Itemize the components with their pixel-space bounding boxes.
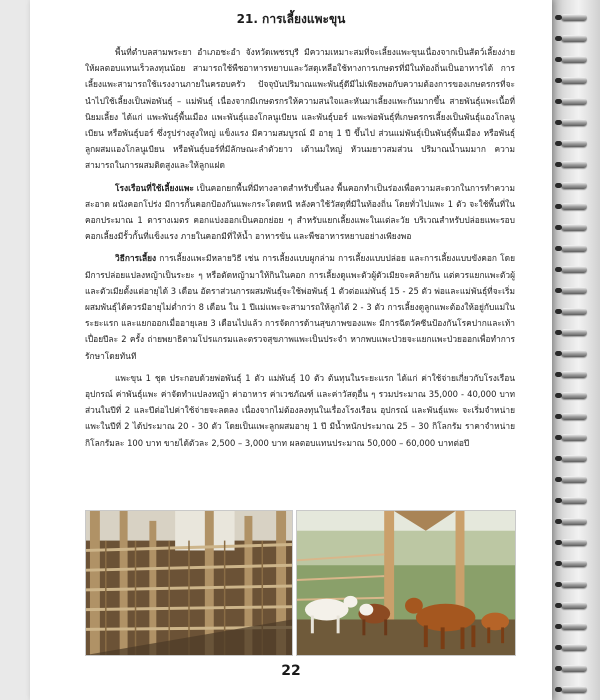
goats-photo bbox=[296, 510, 516, 656]
binding-coil bbox=[561, 329, 587, 336]
binding-coil bbox=[561, 455, 587, 462]
goat-pen-photo bbox=[85, 510, 293, 656]
binding-coil bbox=[561, 203, 587, 210]
binding-coil bbox=[561, 266, 587, 273]
binding-coil bbox=[561, 224, 587, 231]
binding-coil bbox=[561, 686, 587, 693]
spiral-binding bbox=[555, 0, 595, 700]
goats-illustration bbox=[297, 511, 515, 655]
binding-coil bbox=[561, 287, 587, 294]
body-text bbox=[85, 44, 515, 451]
paragraph-housing-heading: โรงเรือนที่ใช้เลี้ยงแพะ bbox=[115, 182, 194, 193]
page-title: 21. การเลี้ยงแพะขุน bbox=[236, 12, 346, 26]
binding-coil bbox=[561, 392, 587, 399]
binding-coil bbox=[561, 371, 587, 378]
binding-coil bbox=[561, 77, 587, 84]
page-number: 22 bbox=[281, 663, 301, 679]
binding-coil bbox=[561, 623, 587, 630]
binding-coil bbox=[561, 518, 587, 525]
paragraph-intro-text: พื้นที่ตำบลสามพระยา อำเภอชะอำ จังหวัดเพชรบุรี มีความเหมาะสมที่จะเลี้ยงแพะขุนเนื่องจากเป็นสัตว์เลี้ยงง่ายให้ผลตอบแทนเร็วลงทุนน้อย สามารถใช้พืชอาหารหยาบและวัสดุเหลือใช้ทางการเกษตรที่มีในท้องถิ่นเป็นอาหารได้ การเลี้ยงแพะสามารถใช้แรงงานภายในครอบครัว ปัจจุบันปริมาณแพะพันธุ์ดีมีไม่เพียงพอกับความต้องการของเกษตรกรที่จะนำไปใช้เลี้ยงเป็นพ่อพันธุ์ – แม่พันธุ์ เนื่องจากมีเกษตรกรให้ความสนใจและหันมาเลี้ยงแพะกันมากขึ้น สายพันธุ์แพะเนื้อที่นิยมเลี้ยง ได้แก่ แพะพันธุ์พื้นเมือง แพะพันธุ์แองโกลนูเบียน และพันธุ์บอร์ แพะพ่อพันธุ์ที่เกษตรกรเลี้ยงเป็นพันธุ์แองโกลนูเบียน หรือพันธุ์บอร์ ซึ่งรูปร่างสูงใหญ่ แข็งแรง มีความสมบูรณ์ มี อายุ 1 ปี ขึ้นไป ส่วนแม่พันธุ์เป็นพันธุ์พื้นเมือง หรือพันธุ์ลูกผสมแองโกลนูเบียน หรือพันธุ์บอร์ที่มีลักษณะลำตัวยาว เต้านมใหญ่ หัวนมยาวสมส่วน ปริมาณน้ำนมมาก ความสามารถในการผสมติดสูงและให้ลูกแฝด bbox=[85, 47, 515, 171]
paragraph-intro bbox=[85, 44, 515, 174]
binding-coil bbox=[561, 308, 587, 315]
binding-coil bbox=[561, 182, 587, 189]
binding-coil bbox=[561, 539, 587, 546]
binding-coil bbox=[561, 581, 587, 588]
binding-coil bbox=[561, 140, 587, 147]
binding-coil bbox=[561, 350, 587, 357]
paragraph-housing bbox=[85, 180, 515, 245]
binding-coil bbox=[561, 14, 587, 21]
binding-coil bbox=[561, 665, 587, 672]
binding-coil bbox=[561, 497, 587, 504]
binding-coil bbox=[561, 476, 587, 483]
binding-coil bbox=[561, 413, 587, 420]
binding-coil bbox=[561, 560, 587, 567]
binding-coil bbox=[561, 98, 587, 105]
paragraph-cost-text: แพะขุน 1 ชุด ประกอบด้วยพ่อพันธุ์ 1 ตัว แม่พันธุ์ 10 ตัว ต้นทุนในระยะแรก ได้แก่ ค่าใช้จ่ายเกี่ยวกับโรงเรือน อุปกรณ์ ค่าพันธุ์แพะ ค่าจัดทำแปลงหญ้า ค่าอาหาร ค่าเวชภัณฑ์ และค่าวัสดุอื่น ๆ รวมประมาณ 35,000 - 40,000 บาท ส่วนในปีที่ 2 และปีต่อไปค่าใช้จ่ายจะลดลง เนื่องจากไม่ต้องลงทุนในเรื่องโรงเรือน อุปกรณ์ และพันธุ์แพะ จะเริ่มจำหน่ายแพะในปีที่ 2 ได้ประมาณ 20 - 30 ตัว โดยเป็นแพะลูกผสมอายุ 1 ปี มีน้ำหนักประมาณ 25 – 30 กิโลกรัม ราคาจำหน่ายกิโลกรัมละ 100 บาท ขายได้ตัวละ 2,500 – 3,000 บาท ผลตอบแทนประมาณ 50,000 – 60,000 บาทต่อปี bbox=[85, 372, 515, 448]
binding-coil bbox=[561, 434, 587, 441]
binding-coil bbox=[561, 644, 587, 651]
binding-coil bbox=[561, 119, 587, 126]
paragraph-method-text: การเลี้ยงแพะมีหลายวิธี เช่น การเลี้ยงแบบผูกล่าม การเลี้ยงแบบปล่อย และการเลี้ยงแบบขังคอก โดยมีการปล่อยแปลงหญ้าเป็นระยะ ๆ หรือตัดหญ้ามาให้กินในคอก การเลี้ยงดูแพะตัวผู้ตัวเมียจะคล้ายกัน แต่ควรแยกแพะตัวผู้และตัวเมียตั้งแต่อายุได้ 3 เดือน อัตราส่วนการผสมพันธุ์จะใช้พ่อพันธุ์ 1 ตัวต่อแม่พันธุ์ 15 - 25 ตัว พ่อและแม่พันธุ์ที่จะเริ่มผสมพันธุ์ได้ควรมีอายุไม่ต่ำกว่า 8 เดือน ใน 1 ปีแม่แพะจะสามารถให้ลูกได้ 2 - 3 ตัว การเลี้ยงดูลูกแพะต้องให้อยู่กับแม่ในระยะแรก และแยกออกเมื่ออายุเลย 3 เดือนไปแล้ว การจัดการด้านสุขภาพของแพะ มีการฉีดวัคซีนป้องกันโรคปากและเท้าเปื่อยปีละ 2 ครั้ง ถ่ายพยาธิตามโปรแกรมและตรวจสุขภาพแพะเป็นประจำ หากพบแพะป่วยจะแยกแพะป่วยออกเพื่อทำการรักษาโดยทันที bbox=[85, 253, 515, 361]
paragraph-method-heading: วิธีการเลี้ยง bbox=[115, 253, 157, 264]
binding-coil bbox=[561, 56, 587, 63]
binding-coil bbox=[561, 245, 587, 252]
paragraph-method bbox=[85, 250, 515, 363]
binding-coil bbox=[561, 161, 587, 168]
paragraph-cost bbox=[85, 370, 515, 451]
binding-coil bbox=[561, 602, 587, 609]
paragraph-housing-text: เป็นคอกยกพื้นที่มีทางลาดสำหรับขึ้นลง พื้นคอกทำเป็นร่องเพื่อความสะดวกในการทำความสะอาด ผนังคอกโปร่ง มีการกั้นคอกป้องกันแพะกระโดดหนี หลังคาใช้วัสดุที่มีในท้องถิ่น โดยทั่วไปแพะ 1 ตัว จะใช้พื้นที่ในคอกประมาณ 1 ตารางเมตร คอกแบ่งออกเป็นคอกย่อย ๆ สำหรับแยกเลี้ยงแพะในแต่ละวัย บริเวณสำหรับปล่อยแพะรอบคอกเลี้ยงมีรั้วกั้นที่แข็งแรง ภายในคอกมีที่ให้น้ำ อาหารข้น และพืชอาหารหยาบอย่างเพียงพอ bbox=[85, 182, 515, 242]
goat-pen-illustration bbox=[86, 511, 292, 655]
binding-coil bbox=[561, 35, 587, 42]
